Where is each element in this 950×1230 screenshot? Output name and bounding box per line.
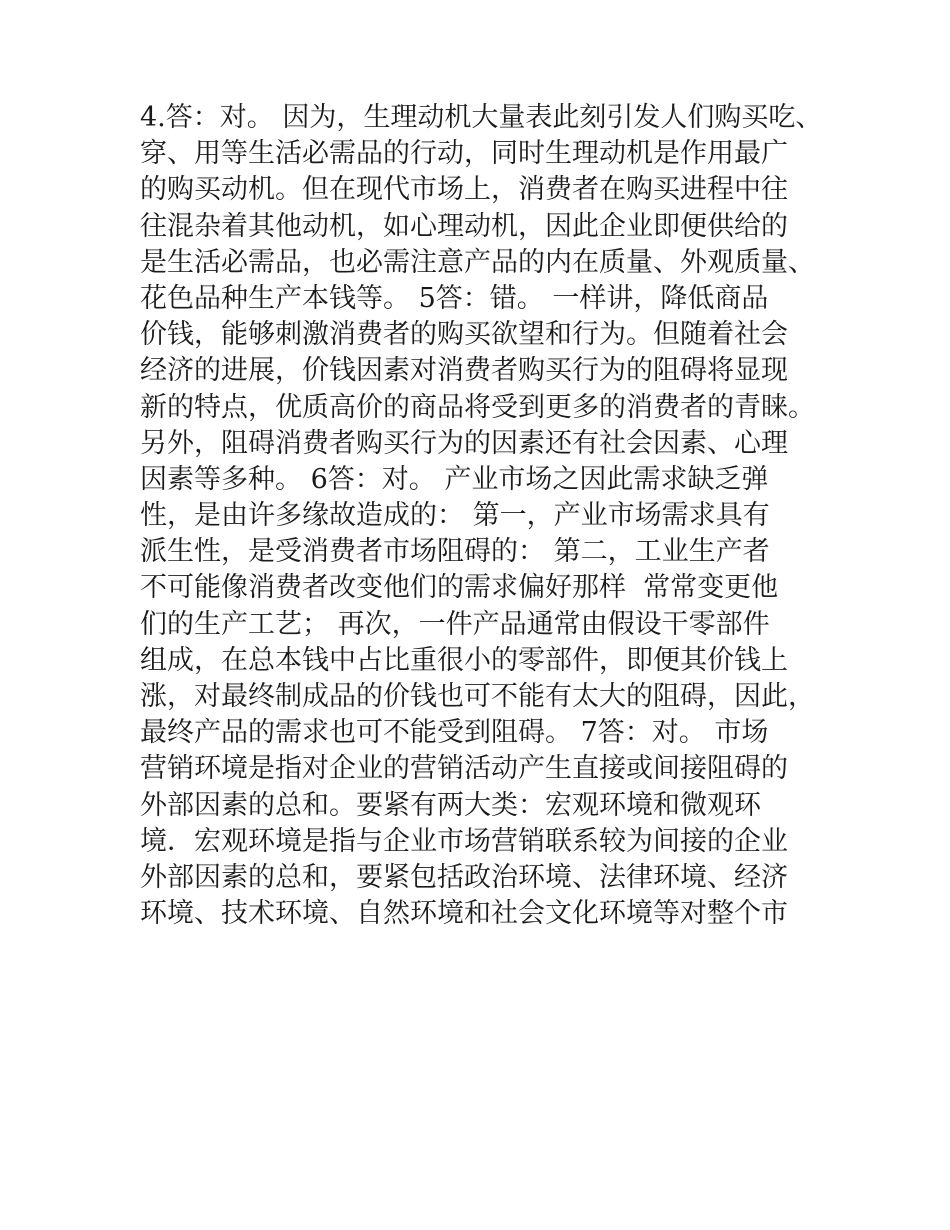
text-line: 4.答：对。 因为，生理动机大量表此刻引发人们购买吃、 xyxy=(140,102,823,133)
text-line: 另外，阻碍消费者购买行为的因素还有社会因素、心理 xyxy=(140,427,788,459)
text-line: 经济的进展，价钱因素对消费者购买行为的阻碍将显现 xyxy=(140,355,788,387)
text-line: 往混杂着其他动机，如心理动机，因此企业即便供给的 xyxy=(140,210,788,242)
text-line: 们的生产工艺； 再次，一件产品通常由假设干零部件 xyxy=(140,608,770,640)
text-line: 新的特点，优质高价的商品将受到更多的消费者的青睐。 xyxy=(140,391,815,423)
body-text xyxy=(140,100,830,932)
text-line: 外部因素的总和，要紧包括政治环境、法律环境、经济 xyxy=(140,861,788,893)
text-line: 是生活必需品，也必需注意产品的内在质量、外观质量、 xyxy=(140,246,815,278)
text-line: 境．宏观环境是指与企业市场营销联系较为间接的企业 xyxy=(140,825,788,857)
text-line: 最终产品的需求也可不能受到阻碍。 7答：对。 市场 xyxy=(140,717,769,749)
text-line: 组成，在总本钱中占比重很小的零部件，即便其价钱上 xyxy=(140,644,788,676)
text-line: 不可能像消费者改变他们的需求偏好那样 常常变更他 xyxy=(140,572,779,604)
text-line: 价钱，能够刺激消费者的购买欲望和行为。但随着社会 xyxy=(140,319,788,351)
text-line: 环境、技术环境、自然环境和社会文化环境等对整个市 xyxy=(140,898,788,930)
text-line: 穿、用等生活必需品的行动，同时生理动机是作用最广 xyxy=(140,138,788,170)
text-line: 花色品种生产本钱等。 5答：错。 一样讲，降低商品 xyxy=(140,282,769,314)
text-line: 营销环境是指对企业的营销活动产生直接或间接阻碍的 xyxy=(140,753,788,785)
text-line: 因素等多种。 6答：对。 产业市场之因此需求缺乏弹 xyxy=(140,463,769,495)
text-line: 外部因素的总和。要紧有两大类：宏观环境和微观环 xyxy=(140,789,761,821)
text-line: 派生性，是受消费者市场阻碍的： 第二，工业生产者 xyxy=(140,536,770,568)
text-line: 涨，对最终制成品的价钱也可不能有太大的阻碍，因此， xyxy=(140,681,815,712)
text-line: 的购买动机。但在现代市场上，消费者在购买进程中往 xyxy=(140,174,788,206)
text-line: 性，是由许多缘故造成的： 第一，产业市场需求具有 xyxy=(140,500,770,532)
